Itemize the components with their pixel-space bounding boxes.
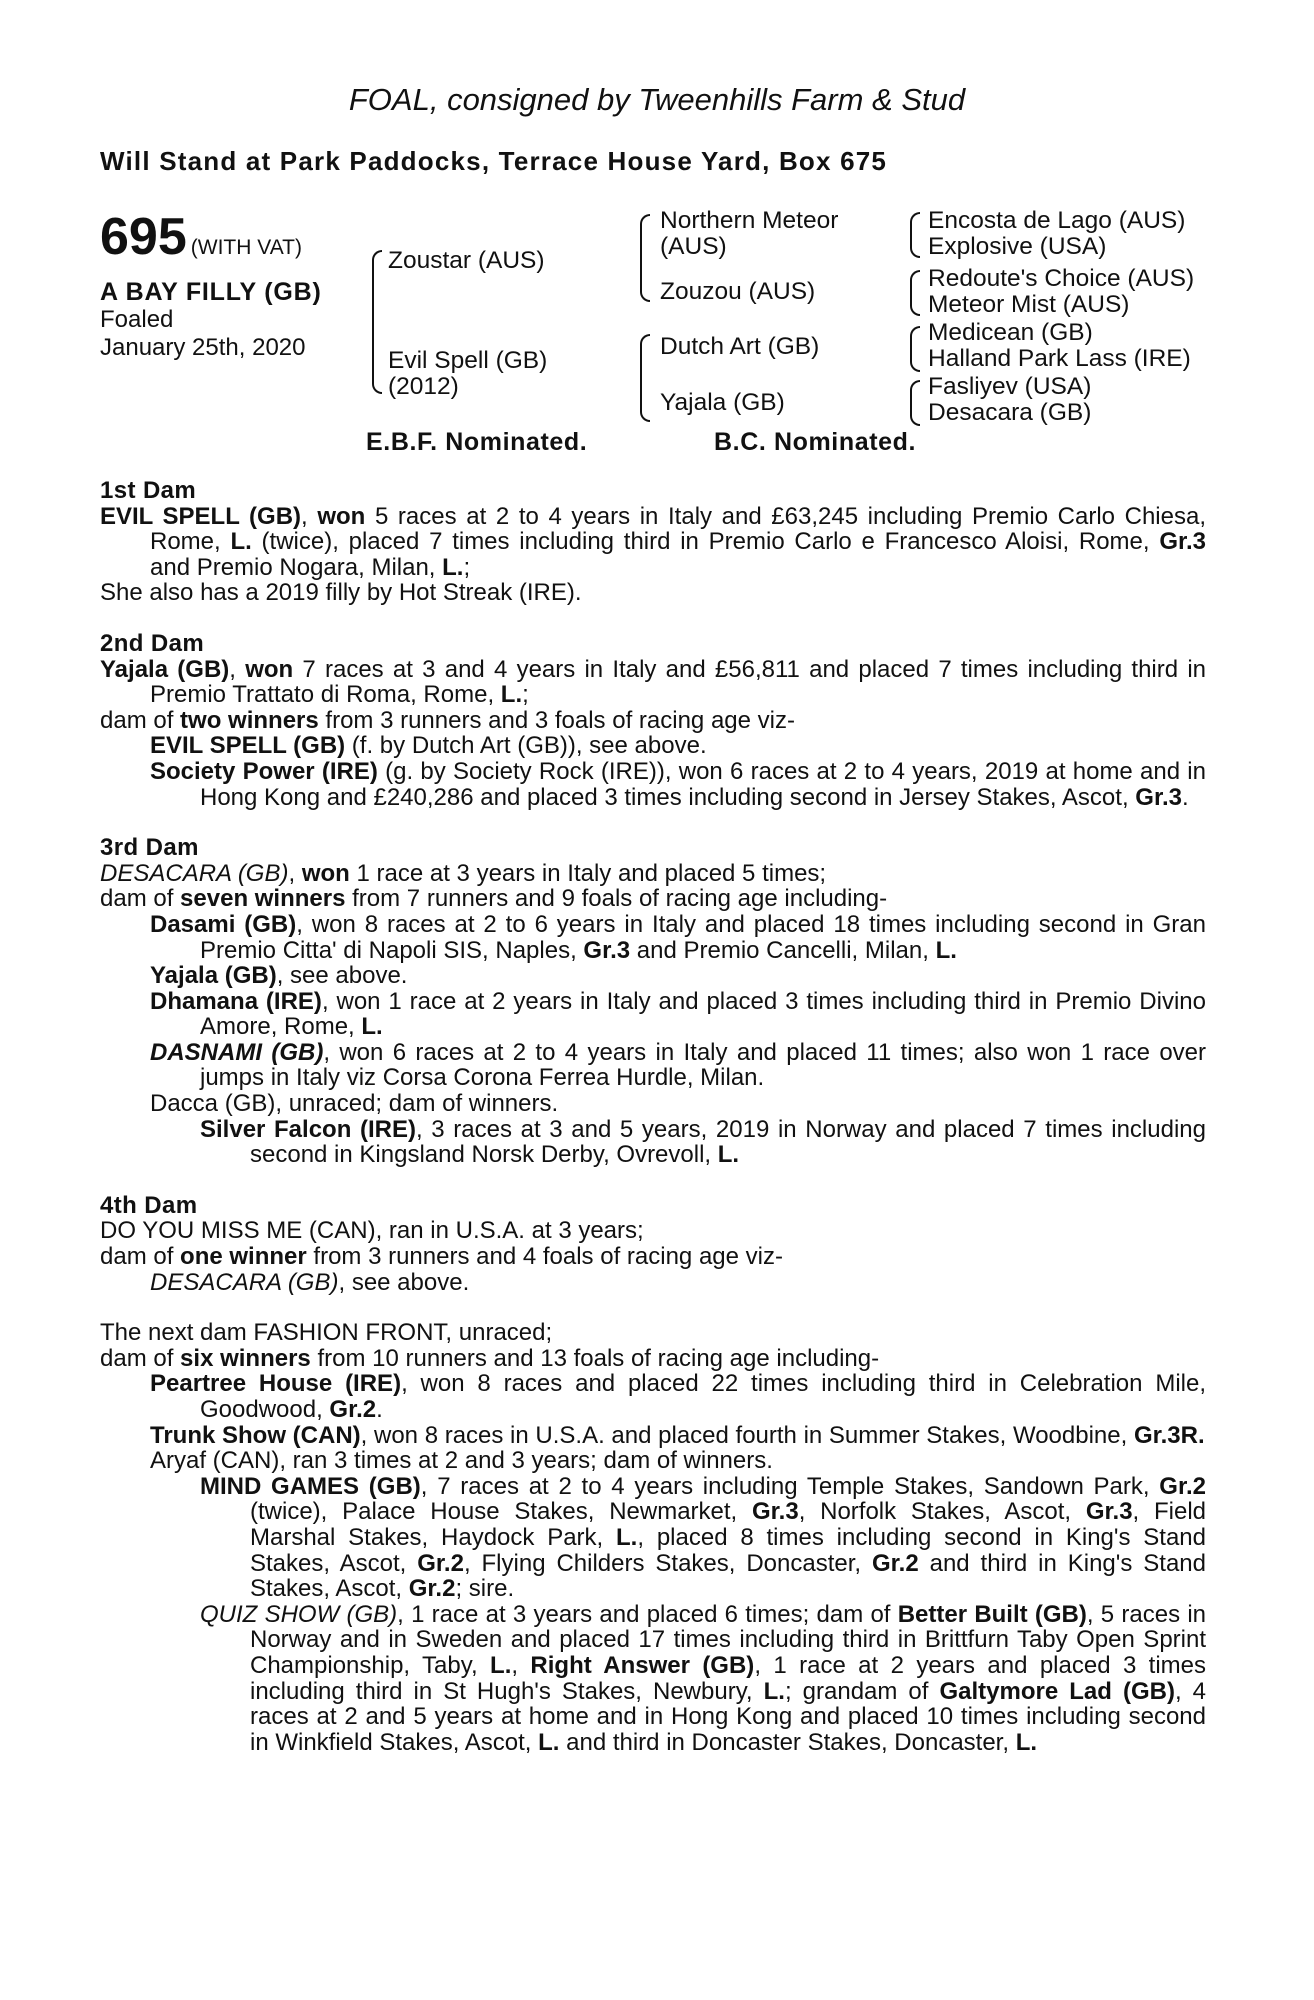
dam2-produce-1: EVIL SPELL (GB) (f. by Dutch Art (GB)), see above. [150, 732, 707, 760]
lot-number-block [100, 207, 302, 267]
foaled-date: January 25th, 2020 [100, 334, 306, 361]
next-dam-grandproduce-1: MIND GAMES (GB), 7 races at 2 to 4 years including Temple Stakes, Sandown Park, Gr.2 (twice), Palace House Stakes, Newmarket, Gr.3, Norfolk Stakes, Ascot, Gr.3, Field Marshal Stakes, Haydock Park, L., placed 8 times including second in King's Stand Stakes, Ascot, Gr.2, Flying Childers Stakes, Doncaster, Gr.2 and third in King's Stand Stakes, Ascot, Gr.2; sire. [200, 1472, 1206, 1603]
dam2-produce-2: Society Power (IRE) (g. by Society Rock (IRE)), won 6 races at 2 to 4 years, 2019 at home and in Hong Kong and £240,286 and placed 3 times including second in Jersey Stakes, Ascot, Gr.3. [150, 757, 1206, 811]
ebf-nominated: E.B.F. Nominated. [366, 428, 588, 456]
next-dam-summary: dam of six winners from 10 runners and 13 foals of racing age including- [100, 1344, 880, 1372]
pedigree-gg-7: Fasliyev (USA) [928, 373, 1092, 400]
pedigree-gg-6: Halland Park Lass (IRE) [928, 345, 1191, 372]
stand-location: Will Stand at Park Paddocks, Terrace House Yard, Box 675 [100, 146, 888, 176]
bc-nominated: B.C. Nominated. [714, 428, 917, 456]
dam4-record: DO YOU MISS ME (CAN), ran in U.S.A. at 3 years; [100, 1217, 644, 1245]
heading-2nd-dam: 2nd Dam [100, 629, 205, 657]
pedigree-dam-dam: Yajala (GB) [660, 389, 785, 416]
pedigree-gg-1: Encosta de Lago (AUS) [928, 207, 1186, 234]
pedigree-dam-year: (2012) [388, 373, 459, 400]
lot-number: 695 [100, 208, 187, 266]
dam2-record: Yajala (GB), won 7 races at 3 and 4 years in Italy and £56,811 and placed 7 times including third in Premio Trattato di Roma, Rome, L.; [100, 655, 1207, 709]
next-dam-produce-1: Peartree House (IRE), won 8 races and placed 22 times including third in Celebration Mile, Goodwood, Gr.2. [150, 1370, 1206, 1423]
dam2-summary: dam of two winners from 3 runners and 3 foals of racing age viz- [100, 706, 795, 734]
pedigree-bracket-col2-top [640, 214, 650, 302]
pedigree-bracket-col1 [372, 250, 382, 394]
pedigree-bracket-col3-3 [910, 326, 920, 372]
pedigree-gg-5: Medicean (GB) [928, 319, 1093, 346]
pedigree-sire-sire-country: (AUS) [660, 233, 727, 260]
heading-3rd-dam: 3rd Dam [100, 834, 199, 862]
pedigree-gg-3: Redoute's Choice (AUS) [928, 265, 1195, 292]
dam4-produce-1: DESACARA (GB), see above. [150, 1268, 470, 1296]
pedigree-dam-sire: Dutch Art (GB) [660, 333, 820, 360]
catalogue-body [100, 478, 1206, 1755]
next-dam-grandproduce-2: QUIZ SHOW (GB), 1 race at 3 years and placed 6 times; dam of Better Built (GB), 5 races in Norway and in Sweden and placed 17 times including third in Brittfurn Taby Open Sprint Championship, Taby, L., Right Answer (GB), 1 race at 2 years and placed 3 times including third in St Hugh's Stakes, Newbury, L.; grandam of Galtymore Lad (GB), 4 races at 2 and 5 years at home and in Hong Kong and placed 10 times including second in Winkfield Stakes, Ascot, L. and third in Doncaster Stakes, Doncaster, L. [200, 1600, 1207, 1756]
pedigree-bracket-col3-4 [910, 380, 920, 426]
heading-1st-dam: 1st Dam [100, 477, 197, 504]
heading-4th-dam: 4th Dam [100, 1191, 198, 1219]
dam4-summary: dam of one winner from 3 runners and 4 foals of racing age viz- [100, 1243, 783, 1271]
dam3-produce-2: Yajala (GB), see above. [150, 962, 408, 990]
lot-description: A BAY FILLY (GB) [100, 278, 322, 306]
dam3-produce-1: Dasami (GB), won 8 races at 2 to 6 years in Italy and placed 18 times including second in Gran Premio Citta' di Napoli SIS, Naples, Gr.3 and Premio Cancelli, Milan, L. [150, 910, 1206, 964]
pedigree-sire-sire: Northern Meteor [660, 207, 839, 234]
next-dam-produce-3: Aryaf (CAN), ran 3 times at 2 and 3 years; dam of winners. [150, 1447, 773, 1475]
next-dam-produce-2: Trunk Show (CAN), won 8 races in U.S.A. and placed fourth in Summer Stakes, Woodbine, Gr.3R. [150, 1421, 1205, 1449]
dam3-produce-4: DASNAMI (GB), won 6 races at 2 to 4 years in Italy and placed 11 times; also won 1 race over jumps in Italy viz Corsa Corona Ferrea Hurdle, Milan. [150, 1038, 1207, 1092]
dam3-summary: dam of seven winners from 7 runners and 9 foals of racing age including- [100, 885, 888, 913]
dam3-grandproduce-1: Silver Falcon (IRE), 3 races at 3 and 5 years, 2019 in Norway and placed 7 times including second in Kingsland Norsk Derby, Ovrevoll, L. [200, 1115, 1206, 1169]
pedigree-sire-dam: Zouzou (AUS) [660, 278, 816, 305]
dam1-record: EVIL SPELL (GB), won 5 races at 2 to 4 years in Italy and £63,245 including Premio Carlo Chiesa, Rome, L. (twice), placed 7 times including third in Premio Carlo e Francesco Aloisi, Rome, Gr.3 and Premio Nogara, Milan, L.; [100, 502, 1207, 581]
pedigree-gg-2: Explosive (USA) [928, 233, 1107, 260]
pedigree-sire: Zoustar (AUS) [388, 247, 545, 274]
vat-note: (WITH VAT) [190, 236, 302, 259]
pedigree-bracket-col2-bottom [640, 334, 650, 422]
pedigree-bracket-col3-1 [910, 212, 920, 258]
pedigree-dam: Evil Spell (GB) [388, 347, 548, 374]
dam3-record: DESACARA (GB), won 1 race at 3 years in Italy and placed 5 times; [100, 859, 827, 887]
pedigree-gg-4: Meteor Mist (AUS) [928, 291, 1130, 318]
dam3-produce-3: Dhamana (IRE), won 1 race at 2 years in Italy and placed 3 times including third in Premio Divino Amore, Rome, L. [150, 987, 1206, 1041]
consignor-line: FOAL, consigned by Tweenhills Farm & Stud [348, 82, 966, 117]
pedigree-gg-8: Desacara (GB) [928, 399, 1092, 426]
dam3-produce-5: Dacca (GB), unraced; dam of winners. [150, 1090, 559, 1118]
next-dam-record: The next dam FASHION FRONT, unraced; [100, 1319, 553, 1347]
dam1-produce: She also has a 2019 filly by Hot Streak (IRE). [100, 579, 582, 607]
pedigree-bracket-col3-2 [910, 270, 920, 316]
foaled-label: Foaled [100, 306, 174, 333]
